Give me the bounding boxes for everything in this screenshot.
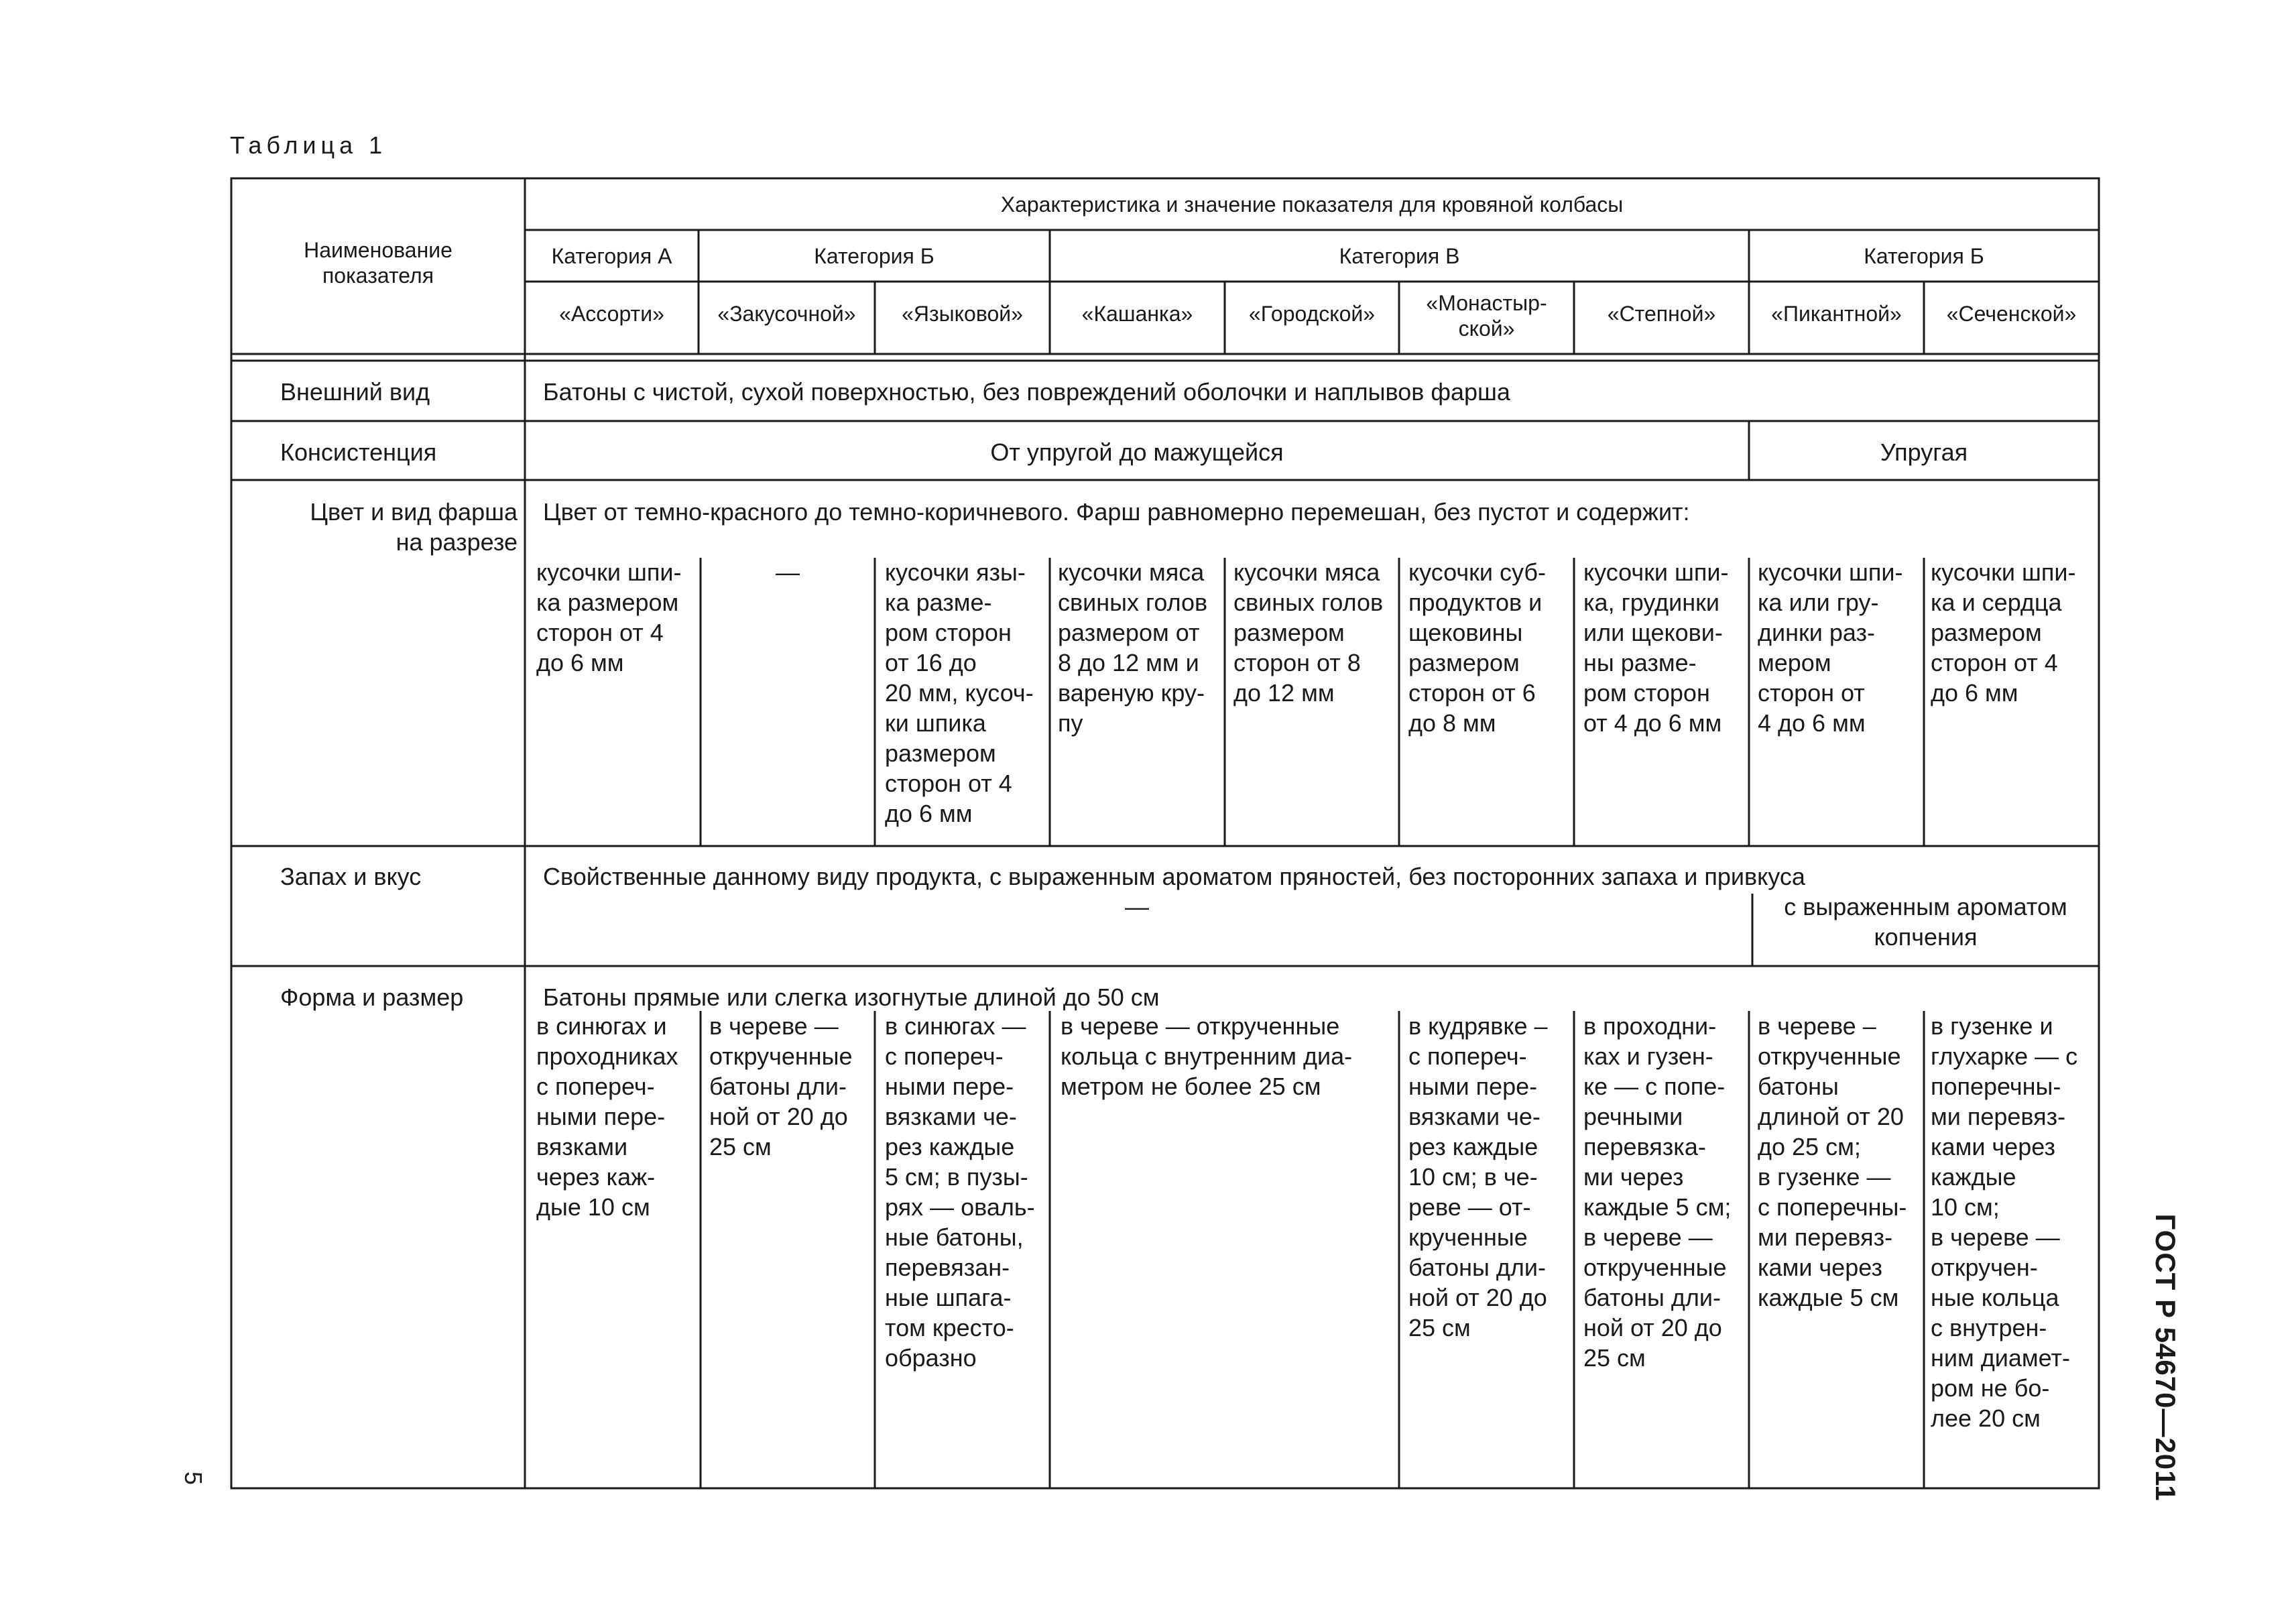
color-cell: кусочки шпи- ка размером сторон от 4 до 6 мм (536, 558, 682, 676)
header-indicator-name: Наименование показателя (304, 238, 452, 288)
shape-cell: в синюгах — с попереч- ными пере- вязками че- рез каждые 5 см; в пузы- рях — оваль- ные батоны, перевязан- ные шпага- том кресто- образно (885, 1012, 1035, 1372)
header-product-stepnoy: «Степной» (1607, 302, 1716, 326)
shape-cell: в проходни- ках и гузен- ке — с попе- речными перевязка- ми через каждые 5 см; в череве — открученные батоны дли- ной от 20 до 25 см (1583, 1012, 1732, 1372)
header-product-monastyrskoy: «Монастыр- ской» (1426, 291, 1547, 341)
header-category-b: Категория Б (814, 244, 934, 268)
header-product-gorodskoy: «Городской» (1248, 302, 1376, 326)
page-number-text: 5 (180, 1471, 207, 1486)
row-consistency-name: Консистенция (280, 438, 437, 466)
row-color-name: Цвет и вид фарша на разрезе (310, 498, 518, 556)
color-cell: кусочки язы- ка разме- ром сторон от 16 до 20 мм, кусоч- ки шпика размером сторон от 4 до 6 мм (885, 558, 1034, 827)
color-cell: — (776, 558, 800, 586)
header-product-sechenskoy: «Сеченской» (1946, 302, 2077, 326)
header-category-v: Категория В (1339, 244, 1460, 268)
shape-cell: в череве – открученные батоны длиной от 20 до 25 см; в гузенке — с поперечны- ми перевяз- ками через каждые 5 см (1758, 1012, 1907, 1311)
side-standard-text: ГОСТ Р 54670—2011 (2150, 1213, 2181, 1502)
header-product-zakusochnoy: «Закусочной» (717, 302, 856, 326)
row-smell-dash: — (1125, 893, 1149, 920)
shape-cell: в гузенке и глухарке — с поперечны- ми перевяз- ками через каждые 10 см; в череве — откручен- ные кольца с внутрен- ним диамет- ром не бо- лее 20 см (1931, 1012, 2078, 1432)
color-cell: кусочки мяса свиных голов размером от 8 до 12 мм и вареную кру- пу (1058, 558, 1208, 737)
shape-cell: в синюгах и проходниках с попереч- ными пере- вязками через каж- дые 10 см (536, 1012, 678, 1221)
color-cell: кусочки мяса свиных голов размером сторон от 8 до 12 мм (1233, 558, 1384, 707)
shape-cell: в кудрявке – с попереч- ными пере- вязками че- рез каждые 10 см; в че- реве — от- крученные батоны дли- ной от 20 до 25 см (1408, 1012, 1548, 1341)
header-category-b2: Категория Б (1864, 244, 1984, 268)
row-smell-name: Запах и вкус (280, 863, 422, 890)
row-consistency-value-last: Упругая (1880, 438, 1968, 466)
shape-cell: в череве — открученные батоны дли- ной от 20 до 25 см (709, 1012, 853, 1160)
header-product-assorti: «Ассорти» (559, 302, 664, 326)
page-number (180, 1465, 206, 1492)
color-cell: кусочки шпи- ка, грудинки или щекови- ны разме- ром сторон от 4 до 6 мм (1583, 558, 1729, 737)
row-shape-name: Форма и размер (280, 983, 464, 1011)
row-smell-last: с выраженным ароматом копчения (1784, 893, 2067, 951)
row-consistency-value-main: От упругой до мажущейся (990, 438, 1284, 466)
row-shape-intro: Батоны прямые или слегка изогнутые длиной до 50 см (543, 983, 1160, 1011)
row-smell-intro: Свойственные данному виду продукта, с выраженным ароматом пряностей, без посторонних запаха и привкуса (543, 863, 1805, 890)
row-appearance-value: Батоны с чистой, сухой поверхностью, без повреждений оболочки и наплывов фарша (543, 378, 1510, 406)
side-standard-label (2145, 1213, 2185, 1502)
shape-cell: в череве — открученные кольца с внутренним диа- метром не более 25 см (1061, 1012, 1353, 1100)
header-product-yazykovoy: «Языковой» (902, 302, 1023, 326)
table-caption: Таблица 1 (230, 131, 387, 159)
header-product-kashanka: «Кашанка» (1081, 302, 1193, 326)
row-appearance-name: Внешний вид (280, 378, 430, 406)
color-cell: кусочки суб- продуктов и щековины размером сторон от 6 до 8 мм (1408, 558, 1547, 737)
header-product-pikantnoy: «Пикантной» (1771, 302, 1902, 326)
row-color-intro: Цвет от темно-красного до темно-коричневого. Фарш равномерно перемешан, без пустот и содержит: (543, 498, 1690, 526)
color-cell: кусочки шпи- ка и сердца размером сторон от 4 до 6 мм (1931, 558, 2076, 707)
color-cell: кусочки шпи- ка или гру- динки раз- мером сторон от 4 до 6 мм (1758, 558, 1903, 737)
header-group-title: Характеристика и значение показателя для кровяной колбасы (1000, 192, 1624, 217)
header-category-a: Категория А (551, 244, 672, 268)
